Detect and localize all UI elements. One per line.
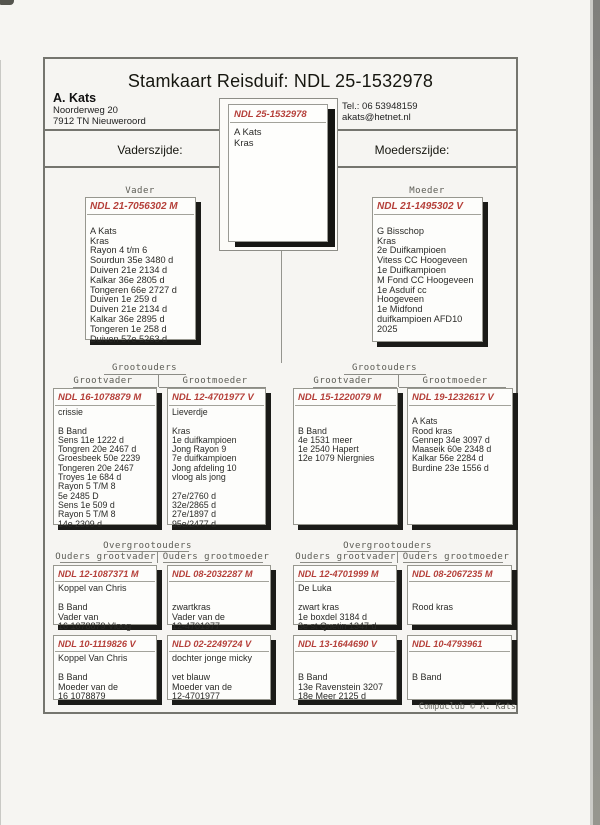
pedigree-line bbox=[294, 408, 397, 417]
ring-number: NDL 10-1119826 V bbox=[58, 639, 136, 649]
pedigree-line: Maaseik 60e 2348 d bbox=[412, 444, 492, 455]
ring-underline bbox=[169, 405, 264, 406]
pedigree-line: Kalkar 56e 2284 d bbox=[412, 453, 484, 464]
grootmoeder-box-left bbox=[167, 388, 266, 529]
overgrootmoeder-box-2-left bbox=[167, 635, 271, 700]
pedigree-line: De Luka bbox=[298, 583, 332, 593]
ring-number: NDL 10-4793961 bbox=[412, 639, 483, 649]
pedigree-line: zwart kras bbox=[298, 602, 340, 612]
owner-name: A. Kats bbox=[53, 91, 97, 105]
moeder-box bbox=[372, 197, 483, 342]
overgrootvader-box-2-right bbox=[293, 635, 397, 700]
pedigree-line: Rayon 5 T/M 8 bbox=[58, 481, 116, 492]
overgrootouders-label-right: Overgrootouders bbox=[343, 541, 432, 551]
vader-section-label: Vader bbox=[125, 186, 155, 196]
overgrootouders-label-left: Overgrootouders bbox=[103, 541, 192, 551]
pedigree-line: A Kats bbox=[90, 225, 117, 236]
pedigree-line: duifkampioen AFD10 bbox=[377, 313, 463, 324]
pedigree-line bbox=[168, 584, 270, 594]
pedigree-line: 27e/1897 d bbox=[172, 509, 217, 520]
tree-connector-line bbox=[281, 251, 282, 363]
pedigree-line: 12-4701977 bbox=[172, 691, 221, 701]
overgrootmoeder-box-1-left bbox=[167, 565, 271, 631]
pedigree-lines bbox=[168, 584, 270, 632]
ring-number: NDL 21-1495302 V bbox=[377, 201, 463, 212]
pedigree-line bbox=[294, 654, 396, 664]
pedigree-line: Kalkar 36e 2895 d bbox=[90, 313, 165, 324]
pedigree-line: Vader van de bbox=[172, 611, 225, 622]
ring-underline bbox=[409, 651, 510, 652]
owner-block bbox=[53, 91, 146, 127]
overgrootvader-box-2-left bbox=[53, 635, 157, 700]
pedigree-line: 1e 2540 Hapert bbox=[298, 444, 359, 455]
pedigree-line: Koppel van Chris bbox=[58, 583, 127, 593]
section-tick bbox=[397, 551, 398, 563]
pedigree-line: 7e duifkampioen bbox=[172, 453, 237, 464]
contact-tel: Tel.: 06 53948159 bbox=[342, 101, 418, 112]
pedigree-lines bbox=[408, 584, 511, 613]
ring-underline bbox=[295, 651, 395, 652]
section-tick bbox=[158, 374, 159, 387]
pedigree-line: B Band bbox=[412, 672, 442, 682]
pedigree-line: 95e/2477 d bbox=[172, 518, 217, 529]
ring-number: NDL 13-1644690 V bbox=[298, 639, 377, 649]
pedigree-line: A Kats bbox=[234, 127, 262, 138]
pedigree-line: Rood kras bbox=[412, 425, 453, 436]
pedigree-line: B Band bbox=[58, 602, 88, 612]
side-label-vaderszijde: Vaderszijde: bbox=[117, 143, 183, 157]
subject-card-container bbox=[219, 98, 338, 251]
section-underline bbox=[300, 562, 392, 563]
pedigree-line: vet blauw bbox=[172, 672, 211, 682]
pedigree-line: A Kats bbox=[412, 416, 438, 427]
pedigree-line: Duiven 1e 259 d bbox=[90, 294, 157, 305]
pedigree-lines bbox=[408, 408, 512, 473]
ring-underline bbox=[55, 581, 155, 582]
pedigree-lines bbox=[294, 654, 396, 702]
pedigree-line bbox=[408, 654, 511, 664]
pedigree-line: Burdine 23e 1556 d bbox=[412, 462, 489, 473]
pedigree-line: Koppel Van Chris bbox=[58, 653, 128, 663]
pedigree-line: 4e 1531 meer bbox=[298, 434, 353, 445]
ring-number: NDL 15-1220079 M bbox=[298, 392, 382, 403]
pedigree-lines bbox=[168, 654, 270, 702]
pedigree-line: Moeder van de bbox=[172, 681, 233, 692]
grootouders-label-right: Grootouders bbox=[351, 363, 418, 373]
pedigree-line: Duiven 21e 2134 d bbox=[90, 304, 168, 315]
ring-number: NDL 12-1087371 M bbox=[58, 569, 139, 579]
subject-card bbox=[228, 104, 328, 242]
ring-number: NDL 08-2067235 M bbox=[412, 569, 493, 579]
ring-underline bbox=[55, 651, 155, 652]
subject-ring-number: NDL 25-1532978 bbox=[234, 109, 307, 120]
owner-address-line2: 7912 TN Nieuweroord bbox=[53, 116, 146, 127]
pedigree-line: B Band bbox=[298, 672, 328, 682]
pedigree-line: G Bisschop bbox=[377, 225, 424, 236]
pedigree-line: 1e duifkampioen bbox=[172, 434, 237, 445]
pedigree-line: 27e/2760 d bbox=[172, 490, 217, 501]
compuclub-credit: Compuclub © A. Kats bbox=[418, 702, 516, 712]
pedigree-line: Moeder van de bbox=[58, 681, 119, 692]
section-underline bbox=[403, 562, 503, 563]
scan-edge-line-left bbox=[0, 60, 1, 825]
ring-number: NDL 19-1232617 V bbox=[412, 392, 494, 403]
section-tick bbox=[398, 374, 399, 387]
pedigree-line: Rayon 5 T/M 8 bbox=[58, 509, 116, 520]
section-tick bbox=[157, 551, 158, 563]
ouders-grootvader-label-left: Ouders grootvader bbox=[55, 552, 156, 562]
ring-number: NDL 16-1078879 M bbox=[58, 392, 142, 403]
pedigree-line: Kras bbox=[90, 235, 109, 246]
ouders-grootmoeder-label-right: Ouders grootmoeder bbox=[402, 552, 510, 562]
grootmoeder-box-right bbox=[407, 388, 513, 525]
section-underline bbox=[104, 374, 186, 375]
page-title: Stamkaart Reisduif: NDL 25-1532978 bbox=[127, 71, 434, 91]
ouders-grootvader-label-right: Ouders grootvader bbox=[295, 552, 396, 562]
moeder-section-label: Moeder bbox=[409, 186, 445, 196]
grootvader-label-right: Grootvader bbox=[313, 376, 373, 386]
pedigree-line: Sourdun 35e 3480 d bbox=[90, 255, 174, 266]
grootvader-label-left: Grootvader bbox=[73, 376, 133, 386]
pedigree-line: Tongeren 66e 2727 d bbox=[90, 284, 177, 295]
ring-number: NDL 08-2032287 M bbox=[172, 569, 253, 579]
contact-block bbox=[342, 101, 418, 123]
pedigree-line: Gennep 34e 3097 d bbox=[412, 434, 490, 445]
ring-underline bbox=[374, 214, 481, 215]
ring-underline bbox=[230, 122, 326, 123]
pedigree-lines bbox=[408, 654, 511, 683]
pedigree-line: Duiven 57e 5263 d bbox=[90, 333, 168, 344]
pedigree-line: 13e Ravenstein 3207 bbox=[298, 681, 384, 692]
grootmoeder-label-right: Grootmoeder bbox=[422, 376, 488, 386]
pedigree-line: 2e Duifkampioen bbox=[377, 245, 446, 256]
vader-box bbox=[85, 197, 196, 344]
section-underline bbox=[163, 562, 263, 563]
ring-number: NDL 21-7056302 M bbox=[90, 201, 178, 212]
pedigree-line: B Band bbox=[298, 425, 327, 436]
ring-number: NLD 02-2249724 V bbox=[172, 639, 252, 649]
ring-number: NDL 12-4701977 V bbox=[172, 392, 254, 403]
ring-underline bbox=[295, 405, 396, 406]
ring-number: NDL 12-4701999 M bbox=[298, 569, 379, 579]
ring-underline bbox=[295, 581, 395, 582]
owner-address-line1: Noorderweg 20 bbox=[53, 105, 118, 116]
pedigree-line: Kras bbox=[377, 235, 396, 246]
ring-underline bbox=[409, 581, 510, 582]
pedigree-lines bbox=[168, 408, 265, 529]
overgrootvader-box-1-right bbox=[293, 565, 397, 631]
pedigree-line: Hoogeveen bbox=[377, 294, 424, 305]
pedigree-lines bbox=[54, 408, 156, 529]
pedigree-line: Groesbeek 50e 2239 bbox=[58, 453, 141, 464]
pedigree-line: 1e boxdel 3184 d bbox=[298, 611, 368, 622]
pedigree-line: 12-4701977 bbox=[172, 621, 221, 631]
pedigree-line: Kalkar 36e 2805 d bbox=[90, 274, 165, 285]
pedigree-lines bbox=[373, 217, 482, 335]
pedigree-line: 16 1078879 bbox=[58, 691, 106, 701]
pedigree-line: Sens 1e 509 d bbox=[58, 499, 115, 510]
pedigree-line: crissie bbox=[58, 407, 83, 417]
pedigree-line: Kras bbox=[172, 425, 191, 436]
pedigree-line: B Band bbox=[58, 672, 88, 682]
pedigree-line: 18e Meer 2125 d bbox=[298, 691, 367, 701]
pedigree-line: Lieverdje bbox=[172, 407, 208, 417]
pedigree-line: Jong Rayon 9 bbox=[172, 444, 227, 455]
ring-underline bbox=[87, 214, 194, 215]
ring-underline bbox=[169, 651, 269, 652]
section-underline bbox=[60, 562, 152, 563]
pedigree-line: 1e Duifkampioen bbox=[377, 264, 446, 275]
overgrootmoeder-box-1-right bbox=[407, 565, 512, 625]
pedigree-line: B Band bbox=[58, 425, 87, 436]
pedigree-line: 14e 2309 d bbox=[58, 518, 103, 529]
grootmoeder-label-left: Grootmoeder bbox=[182, 376, 248, 386]
section-underline bbox=[344, 374, 426, 375]
grootvader-box-left bbox=[53, 388, 157, 529]
pedigree-line: 1e Asduif cc bbox=[377, 284, 427, 295]
pedigree-line: zwartkras bbox=[172, 602, 211, 612]
pedigree-line: 12e 1079 Niergnies bbox=[298, 453, 375, 464]
pedigree-line: Rayon 4 t/m 6 bbox=[90, 245, 148, 256]
grootouders-label-left: Grootouders bbox=[111, 363, 178, 373]
pedigree-line: Troyes 1e 684 d bbox=[58, 472, 122, 483]
subject-card-lines bbox=[229, 127, 327, 149]
pedigree-line: 5e 2485 D bbox=[58, 490, 99, 501]
pedigree-line: Tongren 20e 2467 d bbox=[58, 444, 137, 455]
pedigree-line: vloog als jong bbox=[172, 472, 226, 483]
scan-edge-shadow-right bbox=[593, 0, 600, 825]
pedigree-line: Kras bbox=[234, 138, 254, 149]
pedigree-lines bbox=[294, 408, 397, 464]
pedigree-lines bbox=[54, 584, 156, 632]
pedigree-line: 1e Midfond bbox=[377, 304, 423, 315]
ring-underline bbox=[55, 405, 155, 406]
pedigree-lines bbox=[86, 217, 195, 344]
pedigree-line: 32e/2865 d bbox=[172, 499, 217, 510]
pedigree-line: Rood kras bbox=[412, 602, 454, 612]
pedigree-line: 2025 bbox=[377, 323, 398, 334]
pedigree-line: Sens 11e 1222 d bbox=[58, 434, 124, 445]
pedigree-line: Vitess CC Hoogeveen bbox=[377, 255, 468, 266]
ouders-grootmoeder-label-left: Ouders grootmoeder bbox=[162, 552, 270, 562]
pedigree-line: Tongeren 1e 258 d bbox=[90, 323, 167, 334]
pedigree-line: dochter jonge micky bbox=[172, 653, 253, 663]
grootvader-box-right bbox=[293, 388, 398, 525]
pedigree-line: 3e st Quetin 1347 d bbox=[298, 621, 377, 631]
pedigree-line: Duiven 21e 2134 d bbox=[90, 264, 168, 275]
ring-underline bbox=[169, 581, 269, 582]
pedigree-lines bbox=[294, 584, 396, 632]
pedigree-line: 16 1078879 Vloog bbox=[58, 621, 132, 631]
ring-underline bbox=[409, 405, 511, 406]
pedigree-line: Jong afdeling 10 bbox=[172, 462, 237, 473]
overgrootmoeder-box-2-right bbox=[407, 635, 512, 700]
overgrootvader-box-1-left bbox=[53, 565, 157, 631]
scan-speck bbox=[0, 0, 14, 5]
pedigree-line: M Fond CC Hoogeveen bbox=[377, 274, 474, 285]
pedigree-line: Vader van bbox=[58, 611, 99, 622]
pedigree-lines bbox=[54, 654, 156, 702]
pedigree-line bbox=[408, 584, 511, 594]
side-label-moederszijde: Moederszijde: bbox=[374, 143, 450, 157]
pedigree-line: Tongeren 20e 2467 bbox=[58, 462, 134, 473]
contact-email: akats@hetnet.nl bbox=[342, 112, 411, 123]
